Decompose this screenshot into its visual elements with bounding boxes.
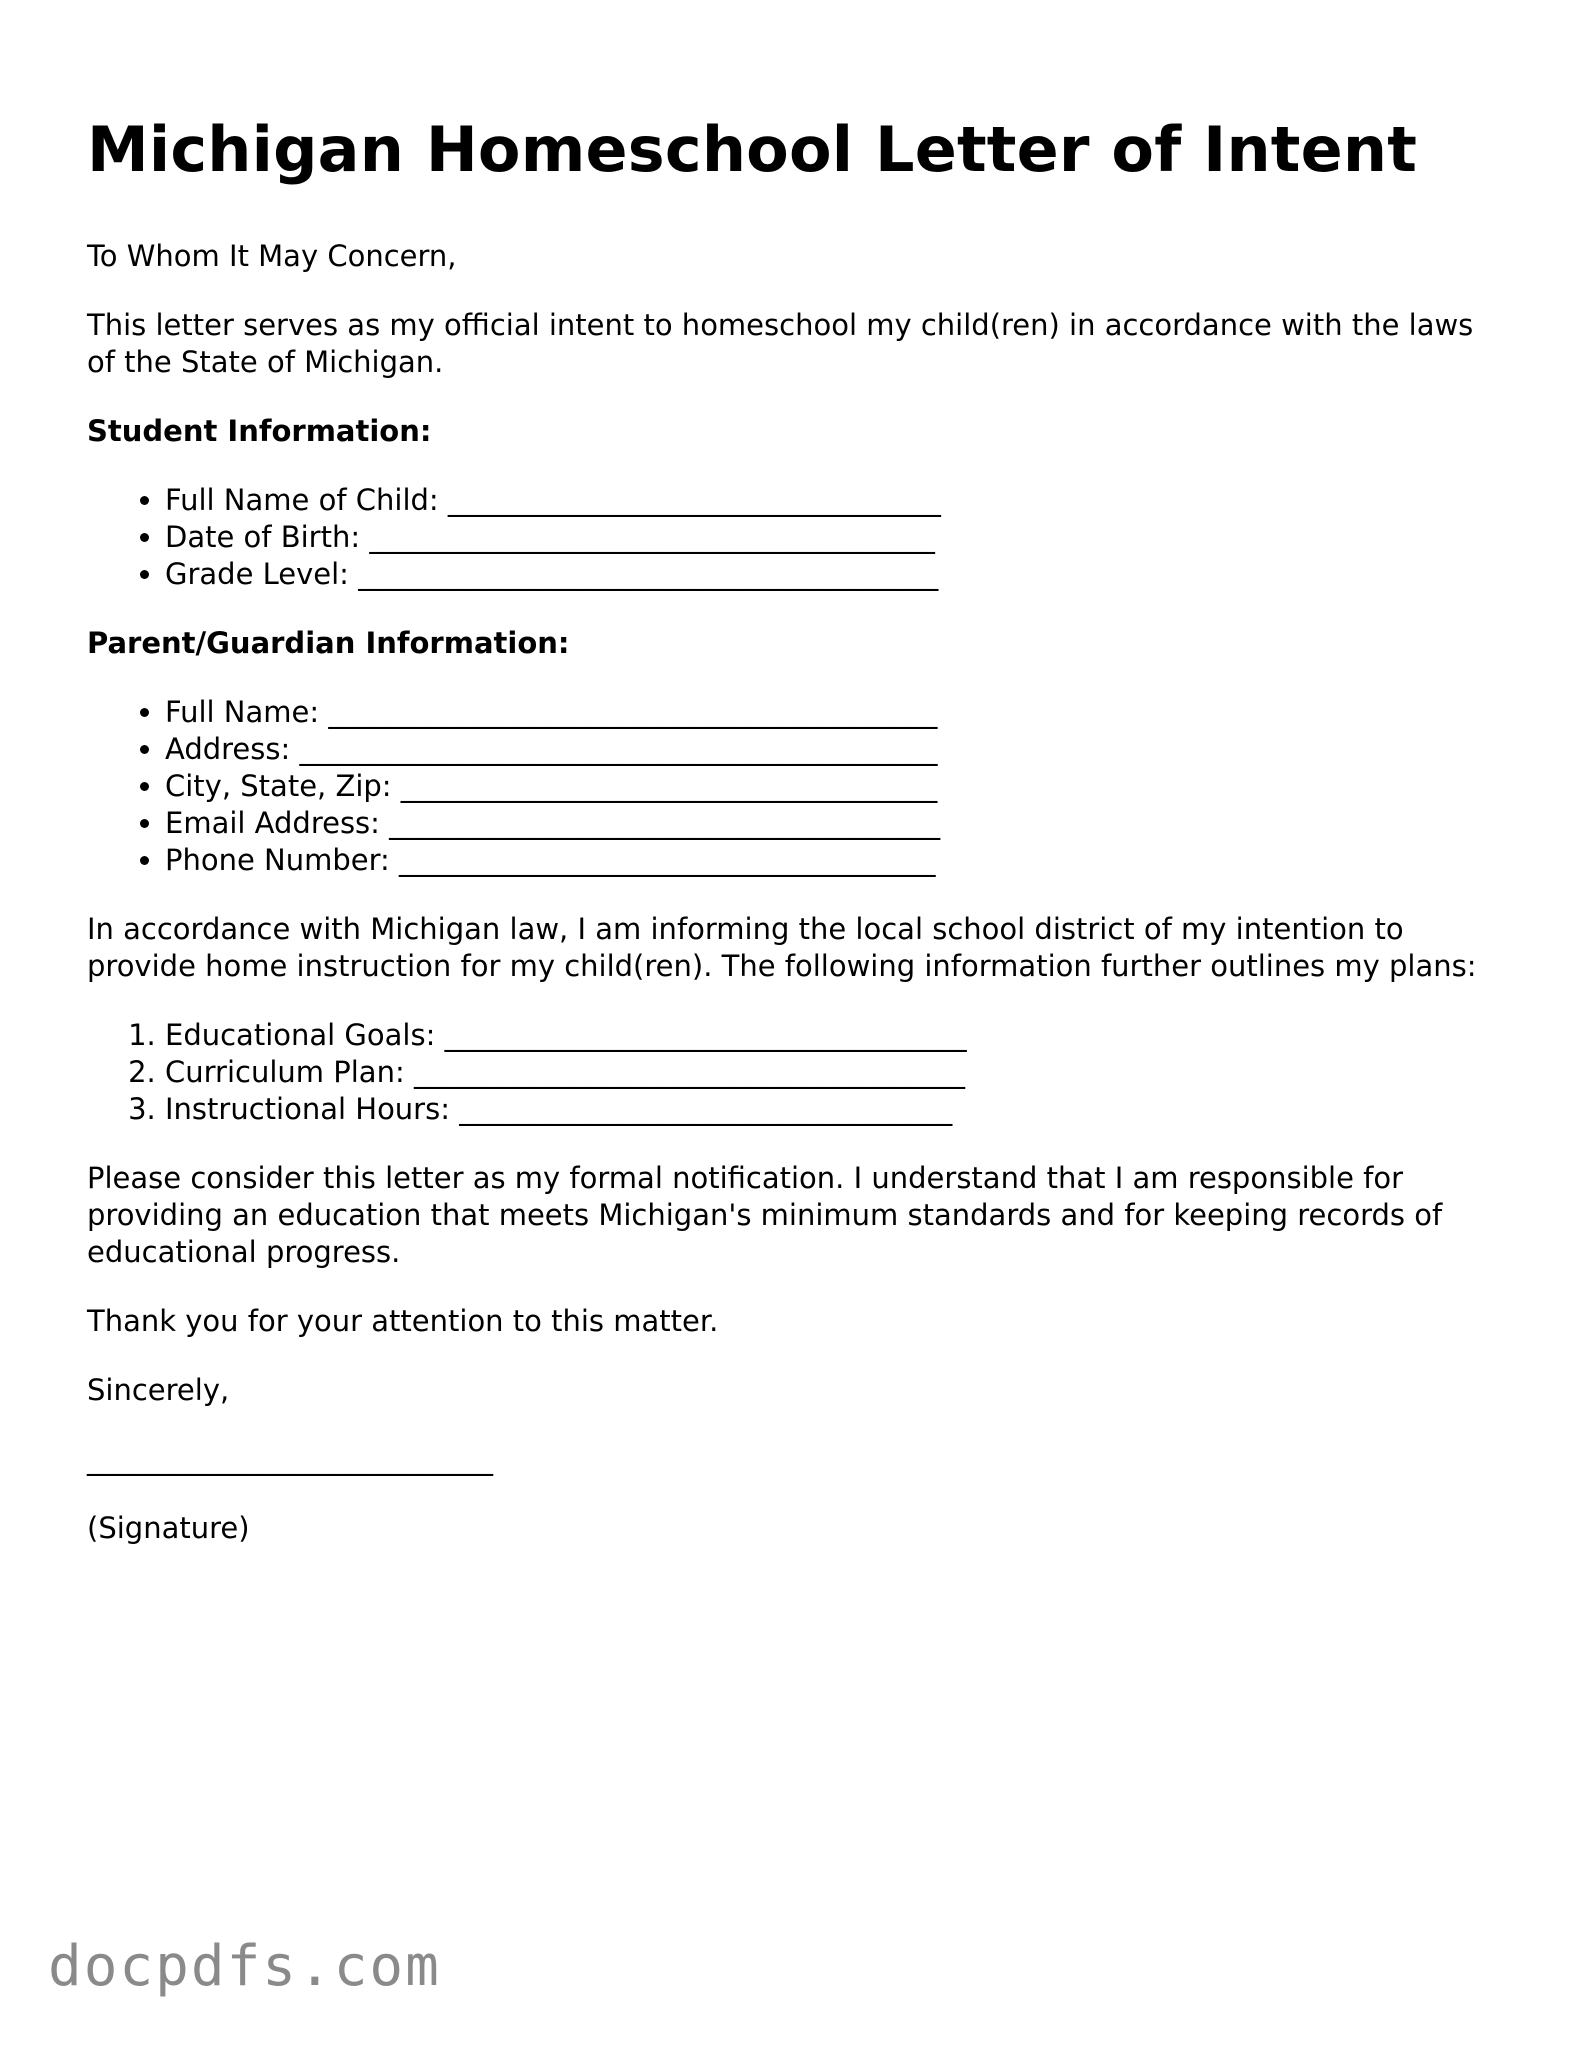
field-label: City, State, Zip:	[165, 769, 401, 803]
thanks-paragraph: Thank you for your attention to this matter.	[87, 1304, 719, 1338]
fill-in-blank[interactable]: __________________________________	[459, 1092, 953, 1126]
plans-intro-paragraph: In accordance with Michigan law, I am informing the local school district of my intention to provide home instruction for my child(ren). The following information further outlines my plans:	[87, 912, 1477, 983]
parent-field-email	[165, 805, 1507, 842]
closing: Sincerely,	[87, 1373, 230, 1407]
plans-list	[87, 1017, 1507, 1128]
parent-field-city-state-zip	[165, 768, 1507, 805]
document-title: Michigan Homeschool Letter of Intent	[87, 113, 1418, 186]
field-label: Educational Goals:	[165, 1018, 445, 1052]
notification-paragraph: Please consider this letter as my formal notification. I understand that I am responsible for providing an education that meets Michigan's minimum standards and for keeping records of educational progress.	[87, 1161, 1443, 1269]
fill-in-blank[interactable]: ____________________________________	[444, 1018, 967, 1052]
fill-in-blank[interactable]: _______________________________________	[369, 520, 935, 554]
field-label: Email Address:	[165, 806, 390, 840]
student-info-heading: Student Information:	[87, 414, 432, 448]
letter-document	[87, 110, 1507, 1579]
fill-in-blank[interactable]: ______________________________________	[413, 1055, 965, 1089]
student-field-full-name	[165, 482, 1507, 519]
salutation: To Whom It May Concern,	[87, 239, 457, 273]
student-field-date-of-birth	[165, 519, 1507, 556]
student-field-grade-level	[165, 556, 1507, 593]
field-label: Date of Birth:	[165, 520, 370, 554]
fill-in-blank[interactable]: ________________________________________	[358, 557, 939, 591]
signature-label: (Signature)	[87, 1511, 250, 1545]
fill-in-blank[interactable]: __________________________________________	[328, 695, 938, 729]
plan-instructional-hours	[165, 1091, 1507, 1128]
intro-paragraph: This letter serves as my official intent to homeschool my child(ren) in accordance with the laws of the State of Michigan.	[87, 308, 1474, 379]
parent-field-full-name	[165, 694, 1507, 731]
fill-in-blank[interactable]: __________________________________	[447, 483, 941, 517]
fill-in-blank[interactable]: _____________________________________	[399, 843, 936, 877]
field-label: Address:	[165, 732, 300, 766]
plan-educational-goals	[165, 1017, 1507, 1054]
parent-field-phone	[165, 842, 1507, 879]
fill-in-blank[interactable]: _____________________________________	[400, 769, 938, 803]
field-label: Full Name of Child:	[165, 483, 448, 517]
signature-line[interactable]: ____________________________	[87, 1442, 493, 1476]
parent-info-list	[87, 694, 1507, 879]
field-label: Instructional Hours:	[165, 1092, 460, 1126]
field-label: Full Name:	[165, 695, 329, 729]
parent-field-address	[165, 731, 1507, 768]
student-info-list	[87, 482, 1507, 593]
field-label: Grade Level:	[165, 557, 359, 591]
parent-info-heading: Parent/Guardian Information:	[87, 626, 570, 660]
fill-in-blank[interactable]: ____________________________________________	[299, 732, 938, 766]
fill-in-blank[interactable]: ______________________________________	[389, 806, 941, 840]
plan-curriculum	[165, 1054, 1507, 1091]
field-label: Curriculum Plan:	[165, 1055, 414, 1089]
field-label: Phone Number:	[165, 843, 400, 877]
watermark-logo: docpdfs.com	[48, 1934, 441, 1999]
